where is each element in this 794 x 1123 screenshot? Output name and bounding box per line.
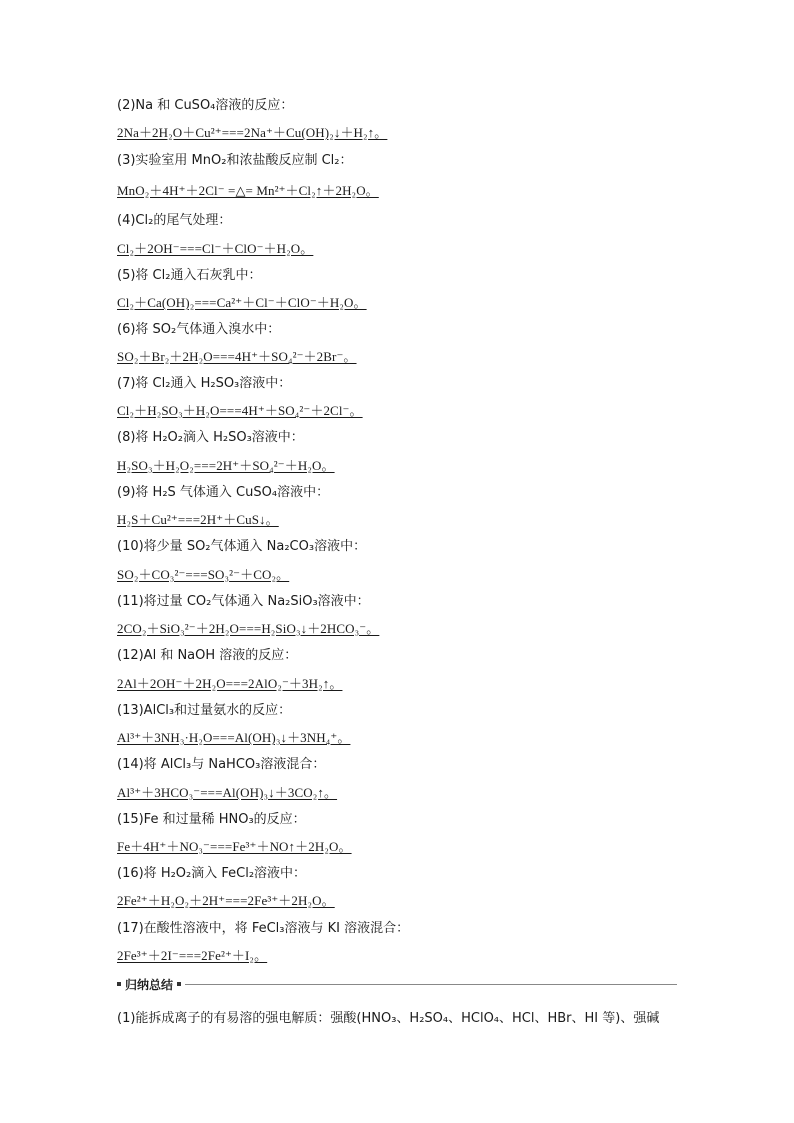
equation-7: Cl₂＋H₂SO₃＋H₂O===4H⁺＋SO₄²⁻＋2Cl⁻。 xyxy=(117,403,363,418)
summary-line-1: (1)能拆成离子的有易溶的强电解质：强酸(HNO₃、H₂SO₄、HClO₄、HCl、HBr、HI 等)、强碱 xyxy=(117,1011,660,1026)
question-3: (3)实验室用 MnO₂和浓盐酸反应制 Cl₂： xyxy=(117,153,353,168)
equation-3: MnO₂＋4H⁺＋2Cl⁻ =△= Mn²⁺＋Cl₂↑＋2H₂O。 xyxy=(117,183,379,198)
equation-10: SO₂＋CO₃²⁻===SO₃²⁻＋CO₂。 xyxy=(117,567,290,582)
equation-2: 2Na＋2H₂O＋Cu²⁺===2Na⁺＋Cu(OH)₂↓＋H₂↑。 xyxy=(117,125,388,140)
summary-bullet-icon xyxy=(177,982,181,986)
equation-4: Cl₂＋2OH⁻===Cl⁻＋ClO⁻＋H₂O。 xyxy=(117,241,314,256)
equation-11: 2CO₂＋SiO₃²⁻＋2H₂O===H₂SiO₃↓＋2HCO₃⁻。 xyxy=(117,621,380,636)
equation-9: H₂S＋Cu²⁺===2H⁺＋CuS↓。 xyxy=(117,512,279,527)
summary-title: 归纳总结 xyxy=(125,977,174,992)
question-8: (8)将 H₂O₂滴入 H₂SO₃溶液中： xyxy=(117,430,304,445)
question-13: (13)AlCl₃和过量氨水的反应： xyxy=(117,703,292,718)
question-11: (11)将过量 CO₂气体通入 Na₂SiO₃溶液中： xyxy=(117,594,370,609)
equation-5: Cl₂＋Ca(OH)₂===Ca²⁺＋Cl⁻＋ClO⁻＋H₂O。 xyxy=(117,295,367,310)
equation-14: Al³⁺＋3HCO₃⁻===Al(OH)₃↓＋3CO₂↑。 xyxy=(117,785,338,800)
question-2: (2)Na 和 CuSO₄溶液的反应： xyxy=(117,98,294,113)
equation-13: Al³⁺＋3NH₃·H₂O===Al(OH)₃↓＋3NH₄⁺。 xyxy=(117,730,351,745)
summary-divider xyxy=(185,984,677,985)
equation-6: SO₂＋Br₂＋2H₂O===4H⁺＋SO₄²⁻＋2Br⁻。 xyxy=(117,349,357,364)
summary-bullet-icon xyxy=(117,982,121,986)
question-14: (14)将 AlCl₃与 NaHCO₃溶液混合： xyxy=(117,757,326,772)
question-17: (17)在酸性溶液中，将 FeCl₃溶液与 KI 溶液混合： xyxy=(117,921,410,936)
equation-8: H₂SO₃＋H₂O₂===2H⁺＋SO₄²⁻＋H₂O。 xyxy=(117,458,335,473)
equation-15: Fe＋4H⁺＋NO₃⁻===Fe³⁺＋NO↑＋2H₂O。 xyxy=(117,839,352,854)
question-16: (16)将 H₂O₂滴入 FeCl₂溶液中： xyxy=(117,866,307,881)
question-6: (6)将 SO₂气体通入溴水中： xyxy=(117,322,281,337)
question-5: (5)将 Cl₂通入石灰乳中： xyxy=(117,268,262,283)
question-7: (7)将 Cl₂通入 H₂SO₃溶液中： xyxy=(117,376,292,391)
equation-17: 2Fe³⁺＋2I⁻===2Fe²⁺＋I₂。 xyxy=(117,948,268,963)
equation-16: 2Fe²⁺＋H₂O₂＋2H⁺===2Fe³⁺＋2H₂O。 xyxy=(117,893,335,908)
question-12: (12)Al 和 NaOH 溶液的反应： xyxy=(117,648,298,663)
question-9: (9)将 H₂S 气体通入 CuSO₄溶液中： xyxy=(117,485,330,500)
equation-12: 2Al＋2OH⁻＋2H₂O===2AlO₂⁻＋3H₂↑。 xyxy=(117,676,343,691)
summary-header xyxy=(117,976,677,992)
question-4: (4)Cl₂的尾气处理： xyxy=(117,213,232,228)
question-15: (15)Fe 和过量稀 HNO₃的反应： xyxy=(117,812,306,827)
question-10: (10)将少量 SO₂气体通入 Na₂CO₃溶液中： xyxy=(117,539,367,554)
